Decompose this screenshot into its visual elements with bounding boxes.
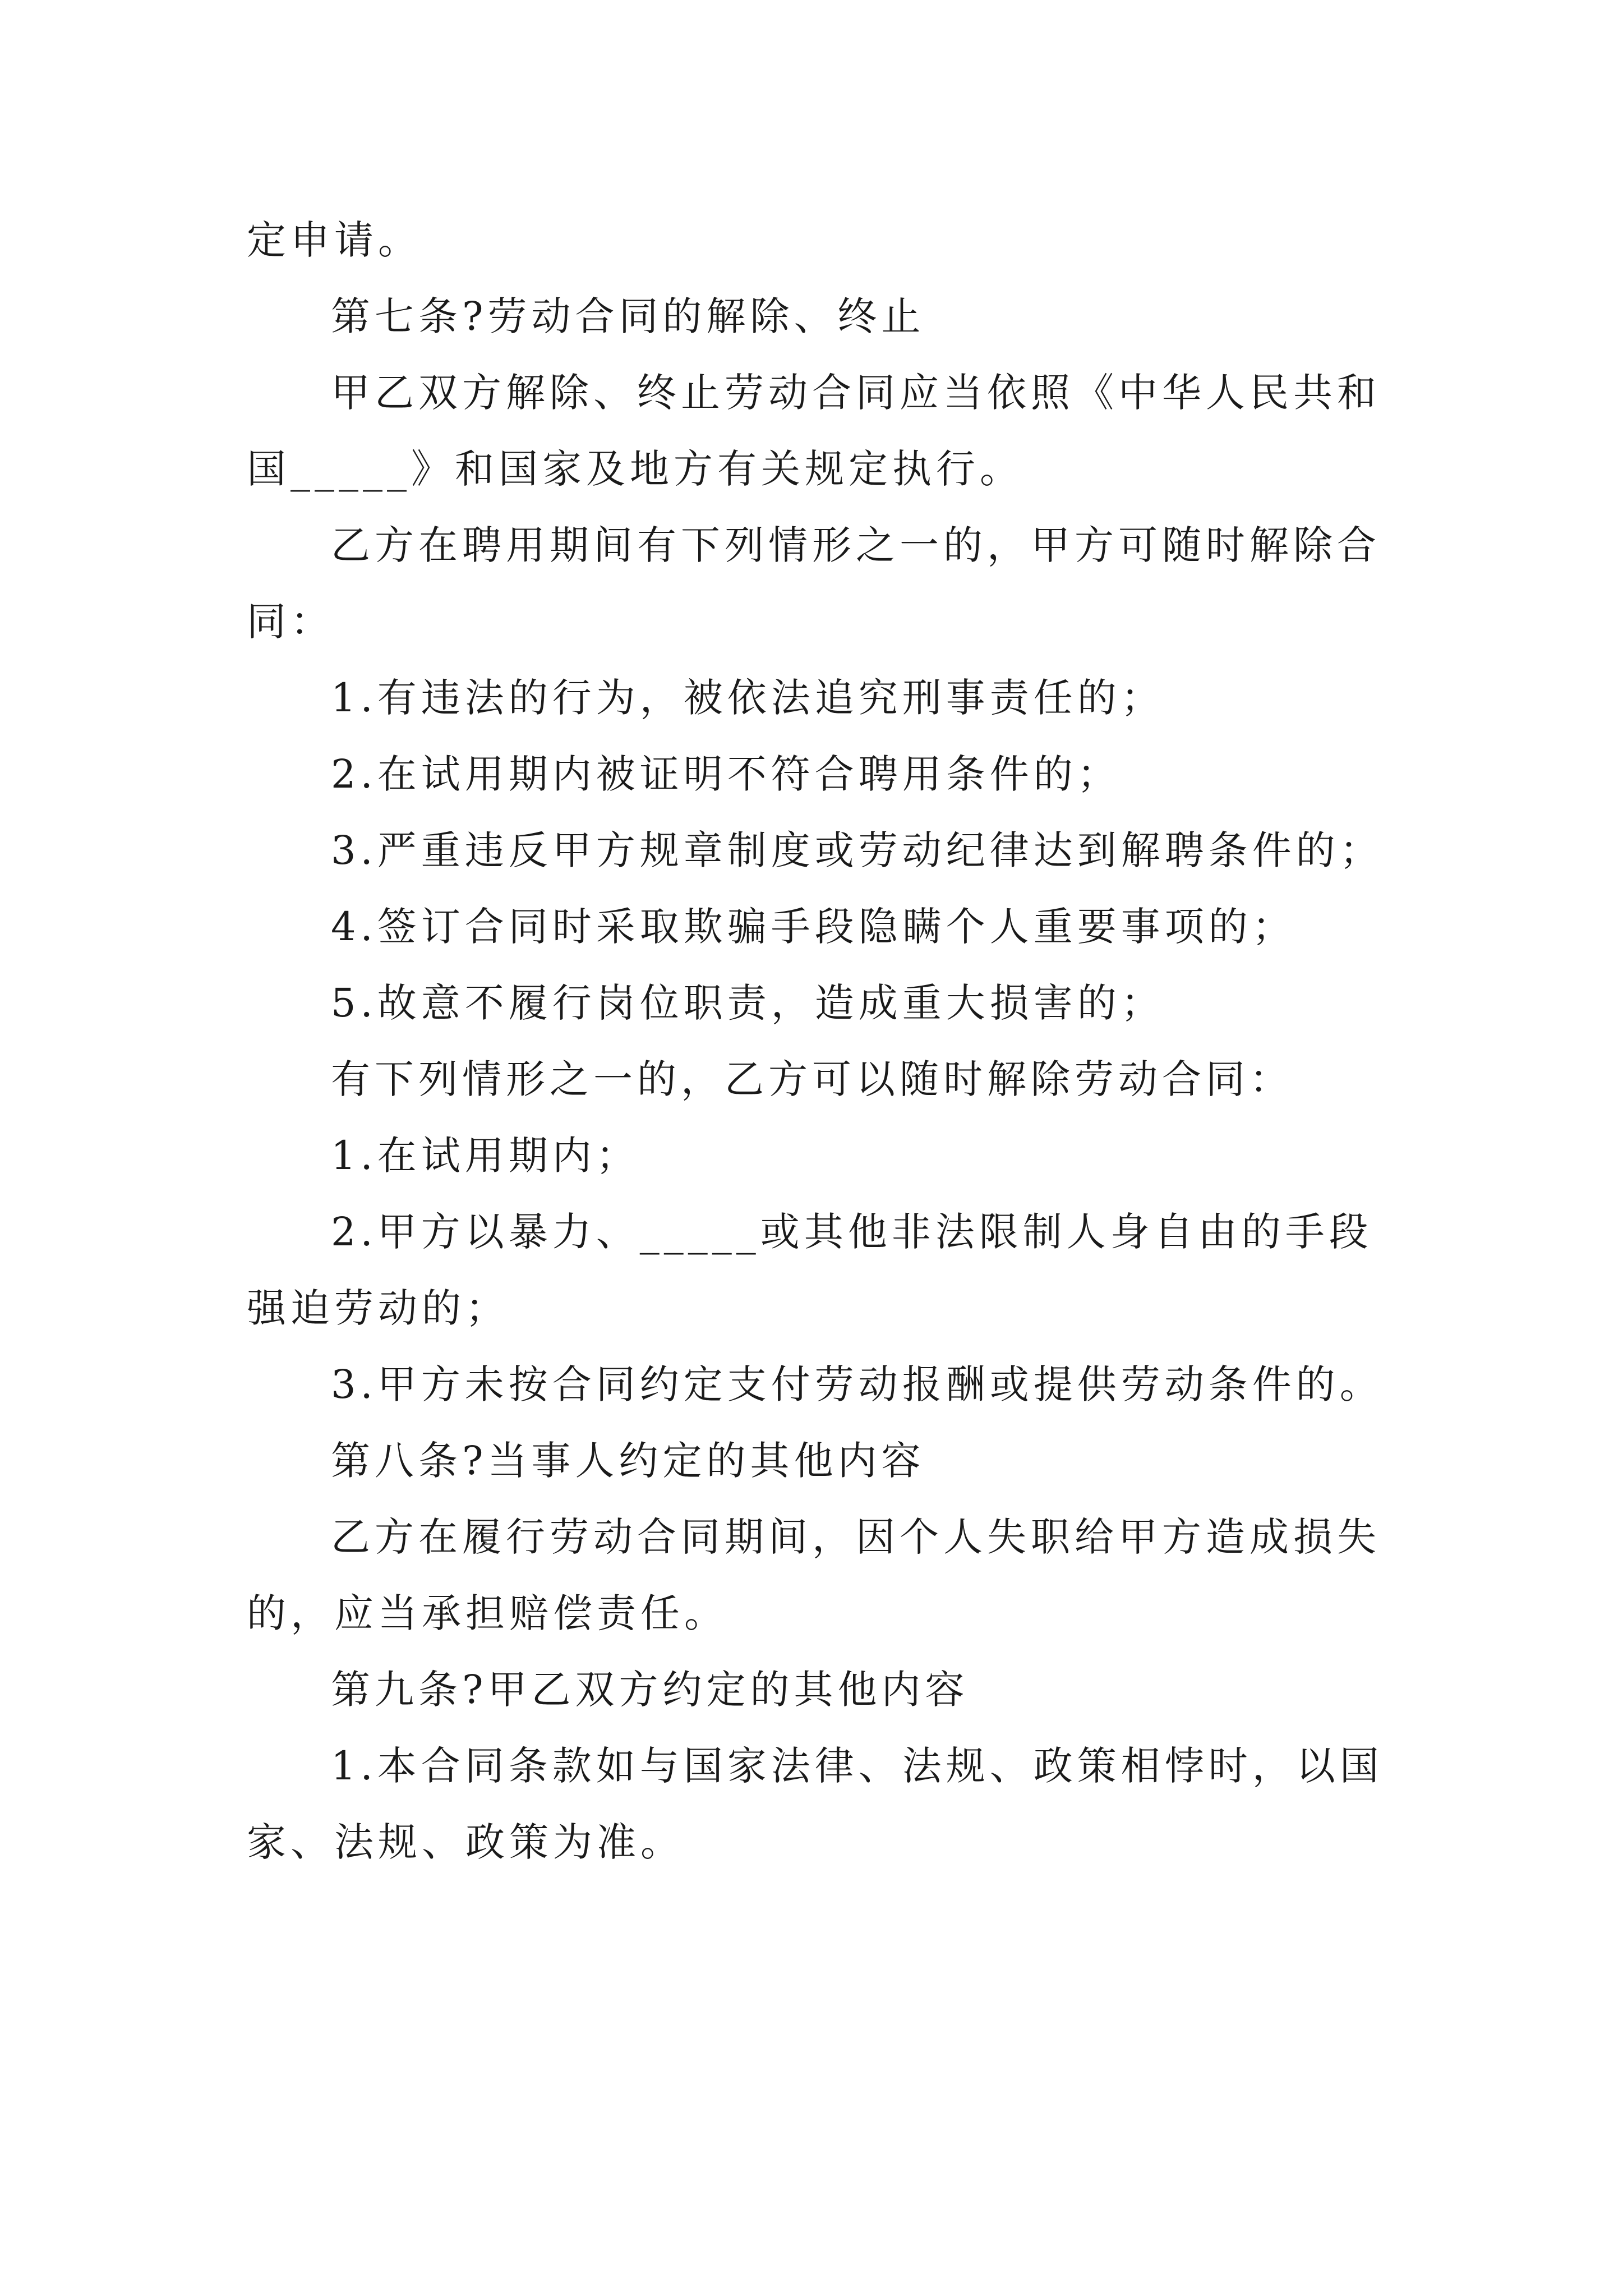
list-item: 1.有违法的行为，被依法追究刑事责任的；: [331, 675, 1165, 721]
text-line: 的，应当承担赔偿责任。: [247, 1590, 728, 1636]
text-line: 乙方在聘用期间有下列情形之一的，甲方可随时解除合: [331, 522, 1381, 568]
list-item: 4.签订合同时采取欺骗手段隐瞒个人重要事项的；: [331, 904, 1296, 950]
text-line: 同：: [247, 599, 334, 645]
list-item: 1.本合同条款如与国家法律、法规、政策相悖时，以国: [331, 1743, 1384, 1789]
text-line: 有下列情形之一的，乙方可以随时解除劳动合同：: [331, 1056, 1293, 1102]
text-line: 定申请。: [247, 217, 422, 263]
list-item: 2.在试用期内被证明不符合聘用条件的；: [331, 751, 1121, 797]
list-item: 3.甲方未按合同约定支付劳动报酬或提供劳动条件的。: [331, 1361, 1384, 1407]
document-body: [247, 202, 1430, 1880]
text-line: 甲乙双方解除、终止劳动合同应当依照《中华人民共和: [331, 370, 1381, 416]
text-line: 乙方在履行劳动合同期间，因个人失职给甲方造成损失: [331, 1514, 1381, 1560]
article-heading: 第七条?劳动合同的解除、终止: [331, 293, 925, 339]
list-item: 3.严重违反甲方规章制度或劳动纪律达到解聘条件的；: [331, 827, 1384, 873]
list-item: 2.甲方以暴力、_____或其他非法限制人身自由的手段: [331, 1209, 1373, 1255]
list-item: 1.在试用期内；: [331, 1133, 640, 1179]
text-line: 国_____》和国家及地方有关规定执行。: [247, 446, 1023, 492]
text-line: 家、法规、政策为准。: [247, 1819, 684, 1865]
article-heading: 第八条?当事人约定的其他内容: [331, 1438, 925, 1484]
article-heading: 第九条?甲乙双方约定的其他内容: [331, 1667, 969, 1713]
list-item: 5.故意不履行岗位职责，造成重大损害的；: [331, 980, 1165, 1026]
text-line: 强迫劳动的；: [247, 1285, 509, 1331]
